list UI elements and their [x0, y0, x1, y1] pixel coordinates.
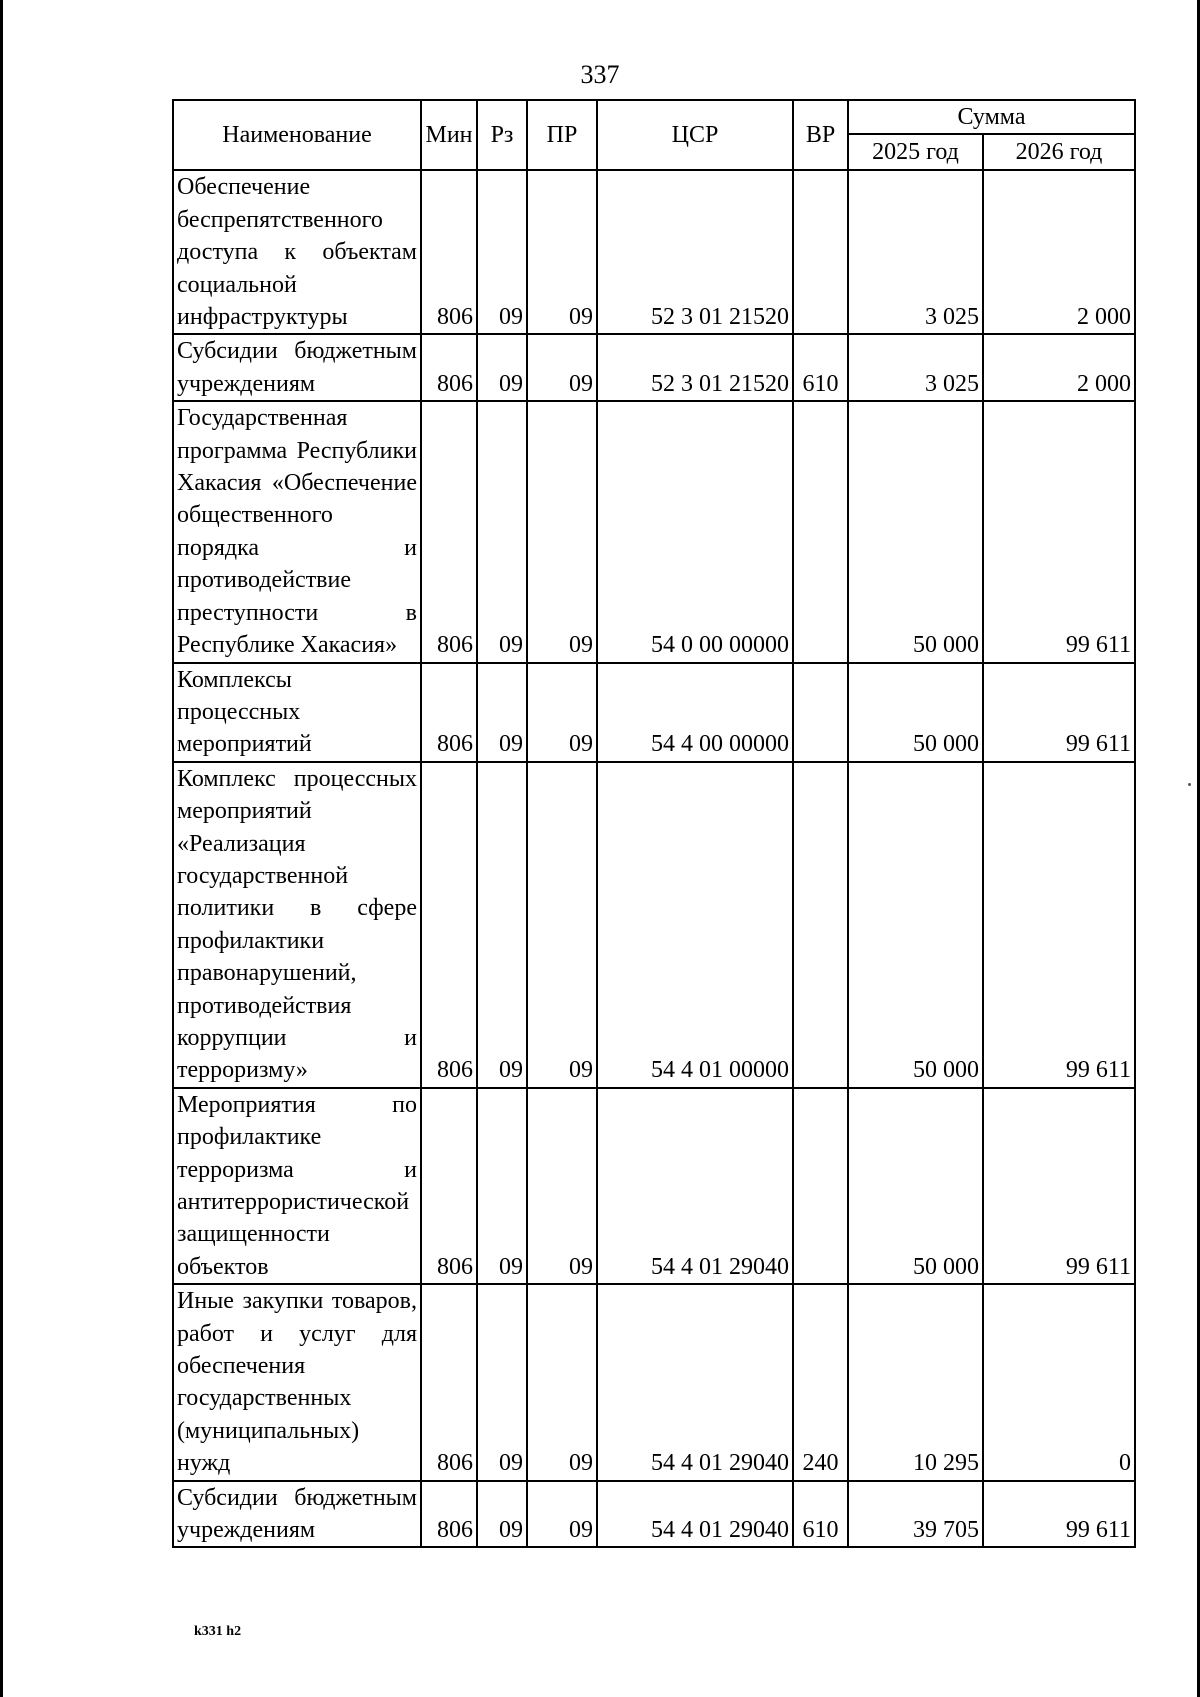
cell-csr: 52 3 01 21520 [597, 170, 793, 334]
header-csr: ЦСР [597, 100, 793, 170]
header-sum: Сумма [848, 100, 1135, 134]
cell-min: 806 [421, 1481, 477, 1548]
cell-csr: 54 4 01 29040 [597, 1088, 793, 1284]
cell-2025: 10 295 [848, 1284, 983, 1480]
cell-2026: 99 611 [983, 401, 1135, 662]
cell-2026: 99 611 [983, 1481, 1135, 1548]
table-row [173, 1284, 1135, 1480]
table-row [173, 401, 1135, 662]
cell-min: 806 [421, 1088, 477, 1284]
cell-vr [793, 762, 848, 1088]
cell-csr: 54 0 00 00000 [597, 401, 793, 662]
cell-name: Комплекс процессных мероприятий «Реализация государственной политики в сфере профилактики правонарушений, противодействия коррупции и терроризму» [173, 762, 421, 1088]
cell-vr [793, 170, 848, 334]
cell-min: 806 [421, 401, 477, 662]
cell-csr: 54 4 01 00000 [597, 762, 793, 1088]
cell-rz: 09 [477, 1088, 527, 1284]
cell-name: Государственная программа Республики Хакасия «Обеспечение общественного порядка и противодействие преступности в Республике Хакасия» [173, 401, 421, 662]
cell-csr: 54 4 01 29040 [597, 1481, 793, 1548]
cell-name: Субсидии бюджетным учреждениям [173, 334, 421, 401]
cell-pr: 09 [527, 1481, 597, 1548]
table-row [173, 1088, 1135, 1284]
scan-border-left [0, 0, 3, 1697]
cell-pr: 09 [527, 762, 597, 1088]
cell-vr: 610 [793, 334, 848, 401]
cell-min: 806 [421, 334, 477, 401]
cell-vr [793, 663, 848, 762]
cell-pr: 09 [527, 170, 597, 334]
cell-rz: 09 [477, 762, 527, 1088]
table-body [173, 170, 1135, 1547]
cell-2026: 99 611 [983, 663, 1135, 762]
cell-vr: 240 [793, 1284, 848, 1480]
cell-vr [793, 1088, 848, 1284]
table-row [173, 762, 1135, 1088]
cell-pr: 09 [527, 1088, 597, 1284]
cell-rz: 09 [477, 401, 527, 662]
footer-code: k331 h2 [194, 1624, 242, 1639]
cell-vr [793, 401, 848, 662]
budget-table [172, 99, 1136, 1548]
cell-name: Иные закупки товаров, работ и услуг для обеспечения государственных (муниципальных) нужд [173, 1284, 421, 1480]
header-rz: Рз [477, 100, 527, 170]
page-number: 337 [580, 60, 620, 89]
cell-rz: 09 [477, 663, 527, 762]
cell-min: 806 [421, 170, 477, 334]
cell-2026: 0 [983, 1284, 1135, 1480]
cell-2025: 50 000 [848, 663, 983, 762]
cell-pr: 09 [527, 1284, 597, 1480]
scan-speck [1188, 783, 1191, 786]
header-name: Наименование [173, 100, 421, 170]
cell-vr: 610 [793, 1481, 848, 1548]
cell-2025: 3 025 [848, 334, 983, 401]
table-row [173, 334, 1135, 401]
cell-pr: 09 [527, 334, 597, 401]
header-min: Мин [421, 100, 477, 170]
table-header [173, 100, 1135, 170]
cell-pr: 09 [527, 663, 597, 762]
cell-2025: 39 705 [848, 1481, 983, 1548]
cell-2026: 2 000 [983, 334, 1135, 401]
cell-rz: 09 [477, 334, 527, 401]
cell-csr: 54 4 00 00000 [597, 663, 793, 762]
cell-name: Мероприятия по профилактике терроризма и антитеррористической защищенности объектов [173, 1088, 421, 1284]
cell-rz: 09 [477, 1284, 527, 1480]
table-row [173, 663, 1135, 762]
cell-2025: 50 000 [848, 401, 983, 662]
cell-csr: 52 3 01 21520 [597, 334, 793, 401]
cell-name: Субсидии бюджетным учреждениям [173, 1481, 421, 1548]
cell-2026: 99 611 [983, 762, 1135, 1088]
header-pr: ПР [527, 100, 597, 170]
cell-2026: 99 611 [983, 1088, 1135, 1284]
cell-min: 806 [421, 1284, 477, 1480]
cell-min: 806 [421, 762, 477, 1088]
table-row [173, 1481, 1135, 1548]
cell-csr: 54 4 01 29040 [597, 1284, 793, 1480]
header-year-2025: 2025 год [848, 134, 983, 170]
cell-min: 806 [421, 663, 477, 762]
cell-2025: 50 000 [848, 762, 983, 1088]
cell-rz: 09 [477, 170, 527, 334]
cell-2025: 3 025 [848, 170, 983, 334]
cell-pr: 09 [527, 401, 597, 662]
cell-2025: 50 000 [848, 1088, 983, 1284]
cell-2026: 2 000 [983, 170, 1135, 334]
cell-name: Комплексы процессных мероприятий [173, 663, 421, 762]
cell-name: Обеспечение беспрепятственного доступа к объектам социальной инфраструктуры [173, 170, 421, 334]
cell-rz: 09 [477, 1481, 527, 1548]
table-row [173, 170, 1135, 334]
header-year-2026: 2026 год [983, 134, 1135, 170]
header-vr: ВР [793, 100, 848, 170]
